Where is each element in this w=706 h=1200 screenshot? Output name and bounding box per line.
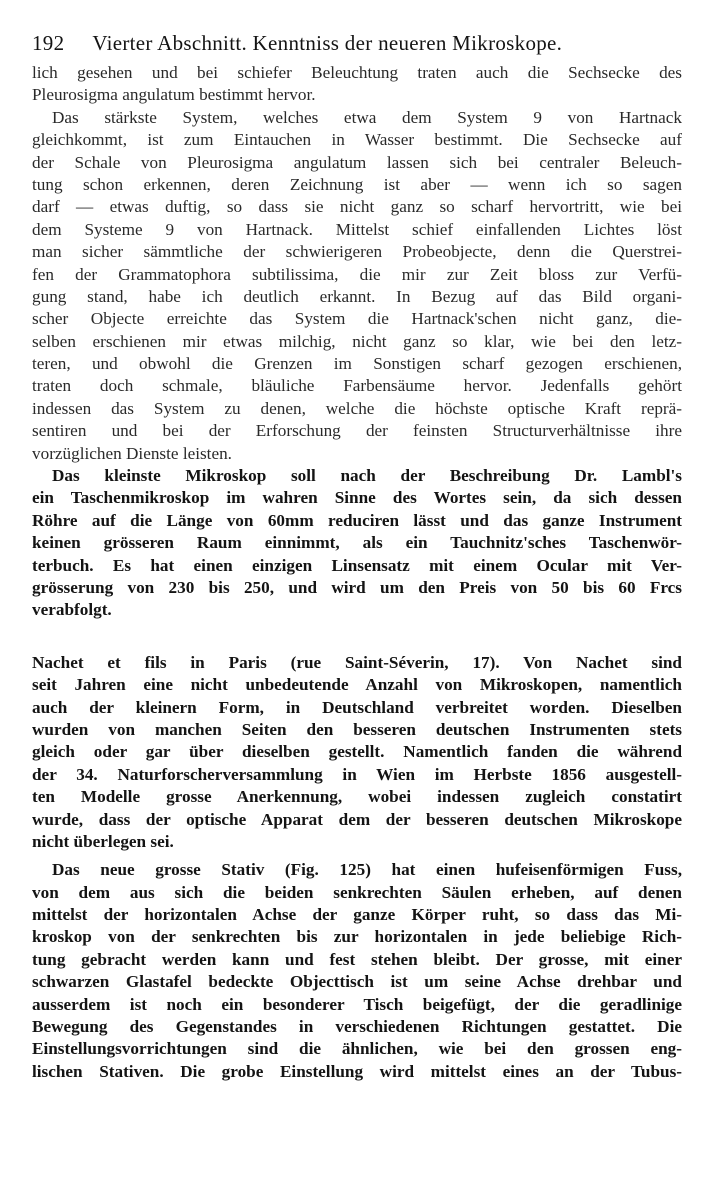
text-line: seit Jahren eine nicht unbedeutende Anzahl von Mikroskopen, namentlich	[32, 675, 682, 695]
text-line: wurden von manchen Seiten den besseren deutschen Instrumenten stets	[32, 719, 682, 739]
text-line: lischen Stativen. Die grobe Einstellung wird mittelst eines an der Tubus-	[32, 1061, 682, 1081]
text-line: gleich oder gar über dieselben gestellt. Namentlich fanden die während	[32, 742, 682, 762]
text-line: Bewegung des Gegenstandes in verschiedenen Richtungen gestattet. Die	[32, 1017, 682, 1037]
text-line: Nachet et fils in Paris (rue Saint-Séverin, 17). Von Nachet sind	[32, 652, 682, 672]
book-page	[32, 30, 682, 1083]
text-line: Pleurosigma angulatum bestimmt hervor.	[32, 85, 316, 105]
text-line: Das kleinste Mikroskop soll nach der Beschreibung Dr. Lambl's	[52, 466, 682, 486]
text-line: Das neue grosse Stativ (Fig. 125) hat einen hufeisenförmigen Fuss,	[52, 860, 682, 880]
text-line: sentiren und bei der Erforschung der feinsten Structurverhältnisse ihre	[32, 421, 682, 441]
text-line: wurde, dass der optische Apparat dem der besseren deutschen Mikroskope	[32, 809, 682, 829]
text-line: Röhre auf die Länge von 60mm reduciren lässt und das ganze Instrument	[32, 510, 682, 530]
text-line: fen der Grammatophora subtilissima, die mir zur Zeit bloss zur Verfü-	[32, 264, 682, 284]
text-line: tung gebracht werden kann und fest stehen bleibt. Der grosse, mit einer	[32, 949, 682, 969]
text-line: darf — etwas duftig, so dass sie nicht ganz so scharf hervortritt, wie bei	[32, 197, 682, 217]
running-title: Vierter Abschnitt. Kenntniss der neueren Mikroskope.	[92, 31, 563, 55]
text-line: dem Systeme 9 von Hartnack. Mittelst schief einfallenden Lichtes löst	[32, 219, 682, 239]
paragraph	[32, 62, 682, 107]
body-text	[32, 62, 682, 1083]
text-line: Einstellungsvorrichtungen sind die ähnlichen, wie bei den grossen eng-	[32, 1039, 682, 1059]
text-line: lich gesehen und bei schiefer Beleuchtung traten auch die Sechsecke des	[32, 63, 682, 82]
text-line: ten Modelle grosse Anerkennung, wobei indessen zugleich constatirt	[32, 787, 682, 807]
text-line: selben erschienen mir etwas milchig, nicht ganz so klar, wie bei den letz-	[32, 331, 682, 351]
paragraph	[32, 465, 682, 622]
text-line: traten doch schmale, bläuliche Farbensäume hervor. Jedenfalls gehört	[32, 376, 682, 396]
text-line: ausserdem ist noch ein besonderer Tisch beigefügt, der die geradlinige	[32, 994, 682, 1014]
text-line: gleichkommt, ist zum Eintauchen in Wasser bestimmt. Die Sechsecke auf	[32, 130, 682, 150]
text-line: schwarzen Glastafel bedeckte Objecttisch ist um seine Achse drehbar und	[32, 972, 682, 992]
paragraph	[32, 859, 682, 1083]
text-line: teren, und obwohl die Grenzen im Sonstigen scharf gezogen erschienen,	[32, 354, 682, 374]
text-line: mittelst der horizontalen Achse der ganze Körper ruht, so dass das Mi-	[32, 905, 682, 925]
text-line: kroskop von der senkrechten bis zur horizontalen in jede beliebige Rich-	[32, 927, 682, 947]
text-line: nicht überlegen sei.	[32, 831, 174, 851]
text-line: grösserung von 230 bis 250, und wird um den Preis von 50 bis 60 Frcs	[32, 577, 682, 597]
text-line: keinen grösseren Raum einnimmt, als ein Tauchnitz'sches Taschenwör-	[32, 533, 682, 553]
text-line: vorzüglichen Dienste leisten.	[32, 443, 232, 463]
text-line: von dem aus sich die beiden senkrechten Säulen erheben, auf denen	[32, 882, 682, 902]
text-line: indessen das System zu denen, welche die höchste optische Kraft reprä-	[32, 398, 682, 418]
text-line: scher Objecte erreichte das System die Hartnack'schen nicht ganz, die-	[32, 309, 682, 329]
text-line: gung stand, habe ich deutlich erkannt. In Bezug auf das Bild organi-	[32, 286, 682, 306]
text-line: der Schale von Pleurosigma angulatum lassen sich bei centraler Beleuch-	[32, 152, 682, 172]
paragraph	[32, 652, 682, 854]
text-line: auch der kleinern Form, in Deutschland verbreitet worden. Dieselben	[32, 697, 682, 717]
page-number: 192	[32, 31, 65, 55]
text-line: verabfolgt.	[32, 600, 112, 620]
text-line: der 34. Naturforscherversammlung in Wien im Herbste 1856 ausgestell-	[32, 764, 682, 784]
text-line: tung schon erkennen, deren Zeichnung ist aber — wenn ich so sagen	[32, 174, 682, 194]
text-line: Das stärkste System, welches etwa dem System 9 von Hartnack	[52, 107, 682, 127]
text-line: terbuch. Es hat einen einzigen Linsensatz mit einem Ocular mit Ver-	[32, 555, 682, 575]
paragraph	[32, 107, 682, 465]
page-header	[32, 30, 682, 56]
text-line: man sicher sämmtliche der schwierigeren Probeobjecte, denn die Querstrei-	[32, 242, 682, 262]
paragraph-gap	[32, 622, 682, 652]
text-line: ein Taschenmikroskop im wahren Sinne des Wortes sein, da sich dessen	[32, 488, 682, 508]
